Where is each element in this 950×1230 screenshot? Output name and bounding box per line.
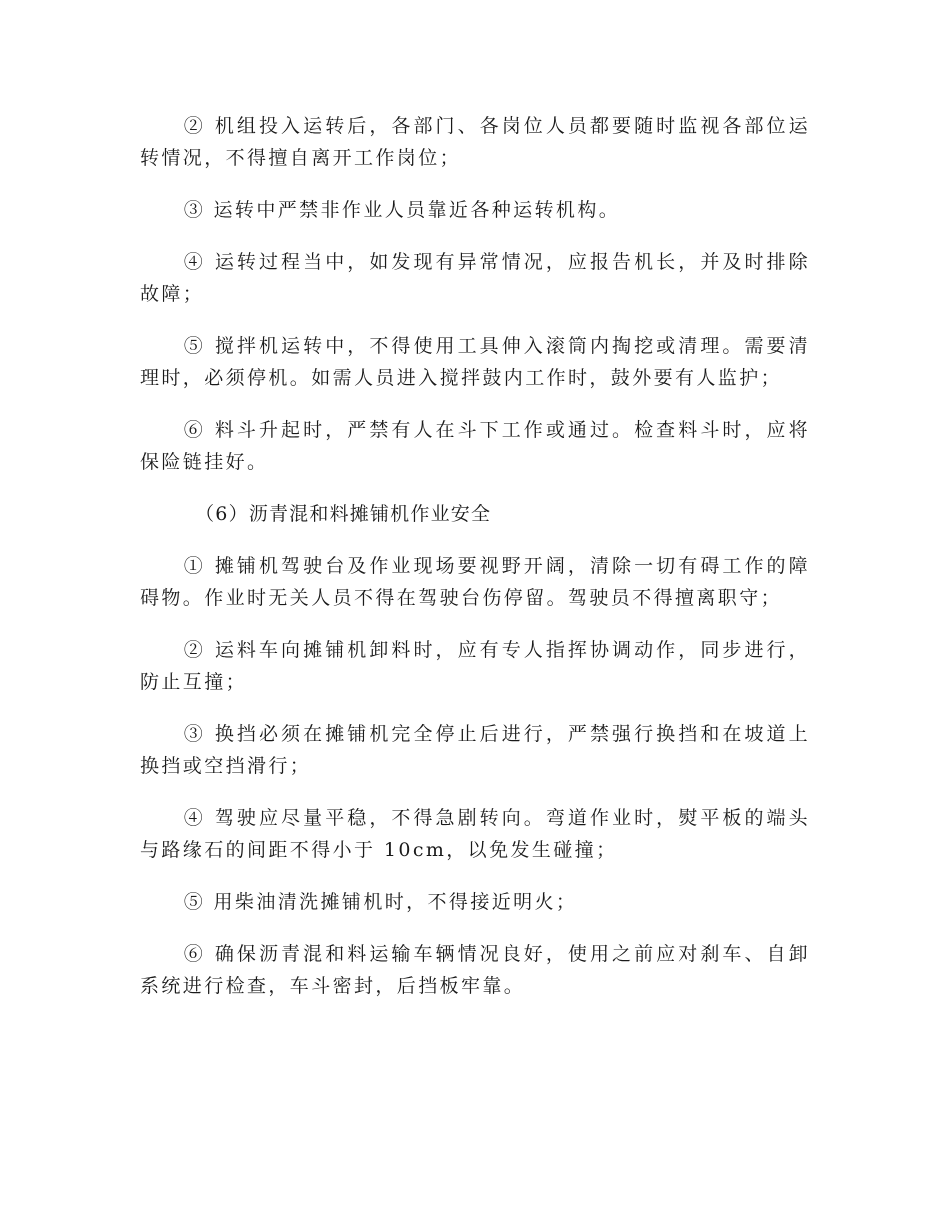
- paragraph-paver-visibility: ① 摊铺机驾驶台及作业现场要视野开阔，清除一切有碍工作的障碍物。作业时无关人员不得在驾驶台伤停留。驾驶员不得擅离职守；: [140, 555, 810, 609]
- paragraph-mixer-abnormal: ④ 运转过程当中，如发现有异常情况，应报告机长，并及时排除故障；: [140, 251, 810, 305]
- paragraph-paver-unloading: ② 运料车向摊铺机卸料时，应有专人指挥协调动作，同步进行，防止互撞；: [140, 639, 810, 693]
- paragraph-paver-trucks: ⑥ 确保沥青混和料运输车辆情况良好，使用之前应对刹车、自卸系统进行检查，车斗密封，后挡板牢靠。: [140, 943, 810, 997]
- paragraph-paver-driving: ④ 驾驶应尽量平稳，不得急剧转向。弯道作业时，熨平板的端头与路缘石的间距不得小于 10cm，以免发生碰撞；: [140, 807, 810, 861]
- paragraph-mixer-drum-cleaning: ⑤ 搅拌机运转中，不得使用工具伸入滚筒内掏挖或清理。需要清理时，必须停机。如需人员进入搅拌鼓内工作时，鼓外要有人监护；: [140, 335, 810, 389]
- paragraph-mixer-no-approach: ③ 运转中严禁非作业人员靠近各种运转机构。: [183, 199, 621, 221]
- paragraph-paver-diesel: ⑤ 用柴油清洗摊铺机时，不得接近明火；: [183, 891, 578, 913]
- document-body: [140, 110, 810, 1022]
- section-heading-paver: （6）沥青混和料摊铺机作业安全: [195, 503, 492, 525]
- paragraph-mixer-hopper: ⑥ 料斗升起时，严禁有人在斗下工作或通过。检查料斗时，应将保险链挂好。: [140, 419, 810, 473]
- paragraph-paver-gear-shift: ③ 换挡必须在摊铺机完全停止后进行，严禁强行换挡和在坡道上换挡或空挡滑行；: [140, 723, 810, 777]
- paragraph-mixer-monitor: ② 机组投入运转后，各部门、各岗位人员都要随时监视各部位运转情况，不得擅自离开工作岗位；: [140, 115, 810, 169]
